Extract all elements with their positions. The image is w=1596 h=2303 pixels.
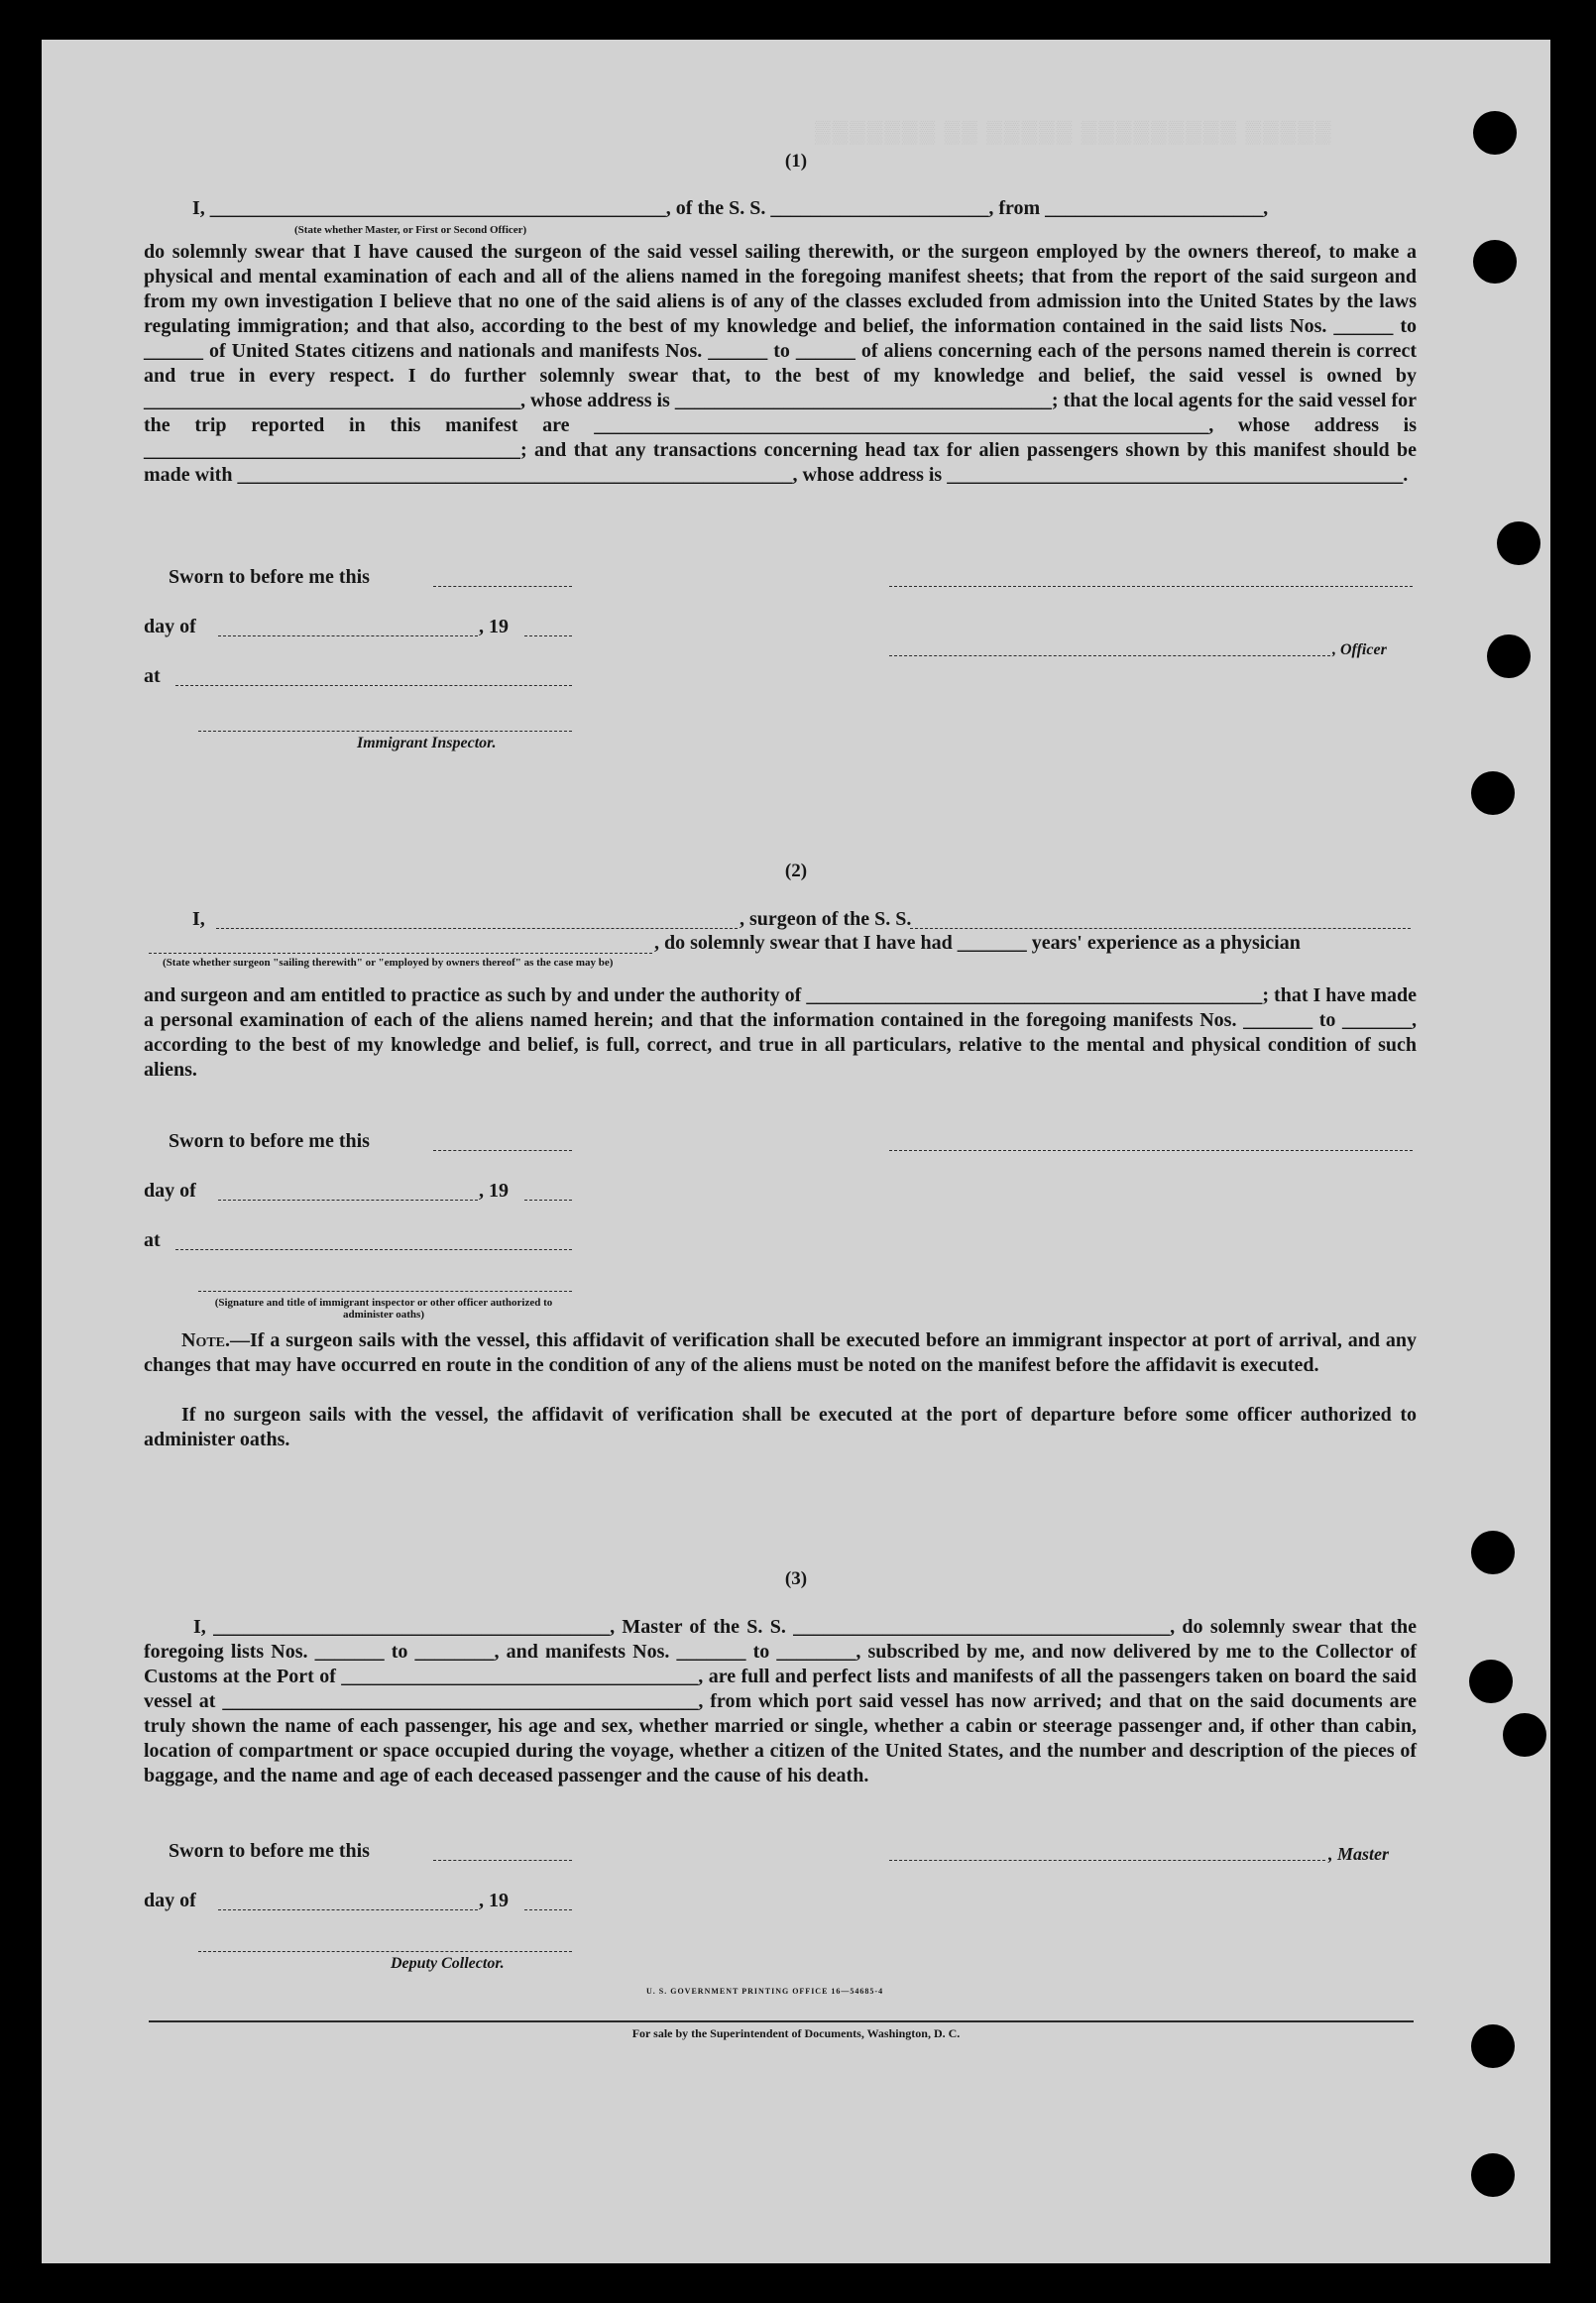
surgeon-ship-line[interactable] [910,928,1411,929]
section-2-i-label: I, [192,908,205,930]
section-2-at-label: at [144,1229,161,1251]
section-2-year-label: , 19 [479,1180,509,1202]
place-line[interactable] [175,1249,572,1250]
section-3-body [144,1615,1417,1788]
note-text: —If a surgeon sails with the vessel, this affidavit of verification shall be executed before an immigrant inspector at port of arrival, and any changes that may have occurred en route in the condition of any of the aliens must be noted on the manifest before the affidavit is executed. [144,1329,1417,1376]
section-2-day-label: day of [144,1180,196,1202]
year-line[interactable] [524,1200,572,1201]
section-2-number: (2) [784,861,808,881]
footer-rule [149,2020,1414,2022]
note-second-text: If no surgeon sails with the vessel, the affidavit of verification shall be executed at the port of departure before some officer authorized to administer oaths. [144,1404,1417,1450]
bleed-through-text: ▒▒▒▒▒▒▒ ▒▒ ▒▒▒▒▒ ▒▒▒▒▒▒▒▒▒ ▒▒▒▒▒ [815,119,1333,144]
year-line[interactable] [524,1909,572,1910]
day-line[interactable] [218,635,478,636]
master-signature-line[interactable] [889,1860,1325,1861]
section-2-oath-line: , do solemnly swear that I have had _______ years' experience as a physician [654,932,1301,954]
section-1-day-label: day of [144,616,196,637]
signature-caption: (Signature and title of immigrant inspector or other officer authorized to administer oaths) [214,1297,553,1321]
note-label: Note. [181,1329,231,1351]
year-line[interactable] [524,635,572,636]
master-title: , Master [1328,1844,1390,1864]
section-2-ship-label: , surgeon of the S. S. [740,908,912,930]
section-2-body [144,983,1417,1083]
section-1-oath-line: I, ______________________________________________, of the S. S. ______________________, from ______________________, [192,197,1269,219]
sale-notice: For sale by the Superintendent of Documents, Washington, D. C. [631,2026,961,2040]
printing-office-line: U. S. GOVERNMENT PRINTING OFFICE 16—54685-4 [646,1987,884,1996]
section-3-sworn-label: Sworn to before me this [169,1840,370,1862]
sworn-date-line[interactable] [433,1860,572,1861]
officer-line[interactable] [889,655,1330,656]
note-second-paragraph [144,1403,1417,1452]
place-line[interactable] [175,685,572,686]
immigrant-inspector-title: Immigrant Inspector. [357,735,497,751]
inspector-signature-line[interactable] [198,731,572,732]
officer-caption: (State whether Master, or First or Second Officer) [294,224,527,236]
binder-hole [1497,521,1540,565]
section-1-number: (1) [784,151,808,172]
day-line[interactable] [218,1909,478,1910]
surgeon-caption: (State whether surgeon "sailing therewith" or "employed by owners thereof" as the case may be) [163,957,614,969]
document-page [42,40,1550,2263]
authorized-officer-signature-line[interactable] [198,1291,572,1292]
collector-signature-line[interactable] [198,1951,572,1952]
section-3-number: (3) [784,1568,808,1589]
surgeon-signature-line[interactable] [889,1150,1413,1151]
note-paragraph [144,1328,1417,1378]
officer-title: , Officer [1332,641,1387,658]
binder-hole [1473,111,1517,155]
section-3-year-label: , 19 [479,1890,509,1911]
binder-hole [1469,1660,1513,1703]
section-2-sworn-label: Sworn to before me this [169,1130,370,1152]
section-1-body-text: do solemnly swear that I have caused the surgeon of the said vessel sailing therewith, or the surgeon employed by the owners thereof, to make a physical and mental examination of each and all of the aliens named in the foregoing manifest sheets; that from the report of the said surgeon and from my own investigation I believe that no one of the said aliens is of any of the classes excluded from admission into the United States by the laws regulating immigration; and that also, according to the best of my knowledge and belief, the information contained in the said lists Nos. ______ to ______ of United States citizens and nationals and manifests Nos. ______ to ______ of aliens concerning each of the persons named therein is correct and true in every respect. I do further solemnly swear that, to the best of my knowledge and belief, the said vessel is owned by ______________________________________, whose address is ______________________________________; that the local agents for the said vessel for the trip reported in this manifest are ______________________________________________________________, whose address is ______________________________________; and that any transactions concerning head tax for alien passengers shown by this manifest should be made with ________________________________________________________, whose address is ______________________________________________. [144,241,1417,486]
binder-hole [1471,771,1515,815]
section-1-year-label: , 19 [479,616,509,637]
section-1-at-label: at [144,665,161,687]
section-1-sworn-label: Sworn to before me this [169,566,370,588]
surgeon-status-line[interactable] [149,953,652,954]
section-3-body-text: I, ________________________________________, Master of the S. S. ______________________________________, do solemnly swear that the foregoing lists Nos. _______ to ________, and manifests Nos. _______ to ________, subscribed by me, and now delivered by me to the Collector of Customs at the Port of ____________________________________, are full and perfect lists and manifests of all the passengers taken on board the said vessel at ________________________________________________, from which port said vessel has now arrived; and that on the said documents are truly shown the name of each passenger, his age and sex, whether married or single, whether a cabin or steerage passenger and, if other than cabin, location of compartment or space occupied during the voyage, whether a citizen of the United States, and the number and description of the pieces of baggage, and the name and age of each deceased passenger and the cause of his death. [144,1616,1417,1786]
day-line[interactable] [218,1200,478,1201]
section-2-body-text: and surgeon and am entitled to practice as such by and under the authority of ______________________________________________; that I have made a personal examination of each of the aliens named herein; and that the information contained in the foregoing manifests Nos. _______ to _______, according to the best of my knowledge and belief, is full, correct, and true in all particulars, relative to the mental and physical condition of such aliens. [144,984,1417,1081]
sworn-date-line[interactable] [433,1150,572,1151]
binder-hole [1487,634,1531,678]
section-3-day-label: day of [144,1890,196,1911]
binder-hole [1471,2153,1515,2197]
officer-signature-line[interactable] [889,586,1413,587]
sworn-date-line[interactable] [433,586,572,587]
surgeon-name-line[interactable] [216,928,738,929]
binder-hole [1473,240,1517,284]
binder-hole [1503,1713,1546,1757]
deputy-collector-title: Deputy Collector. [391,1955,505,1972]
section-1-body [144,240,1417,488]
